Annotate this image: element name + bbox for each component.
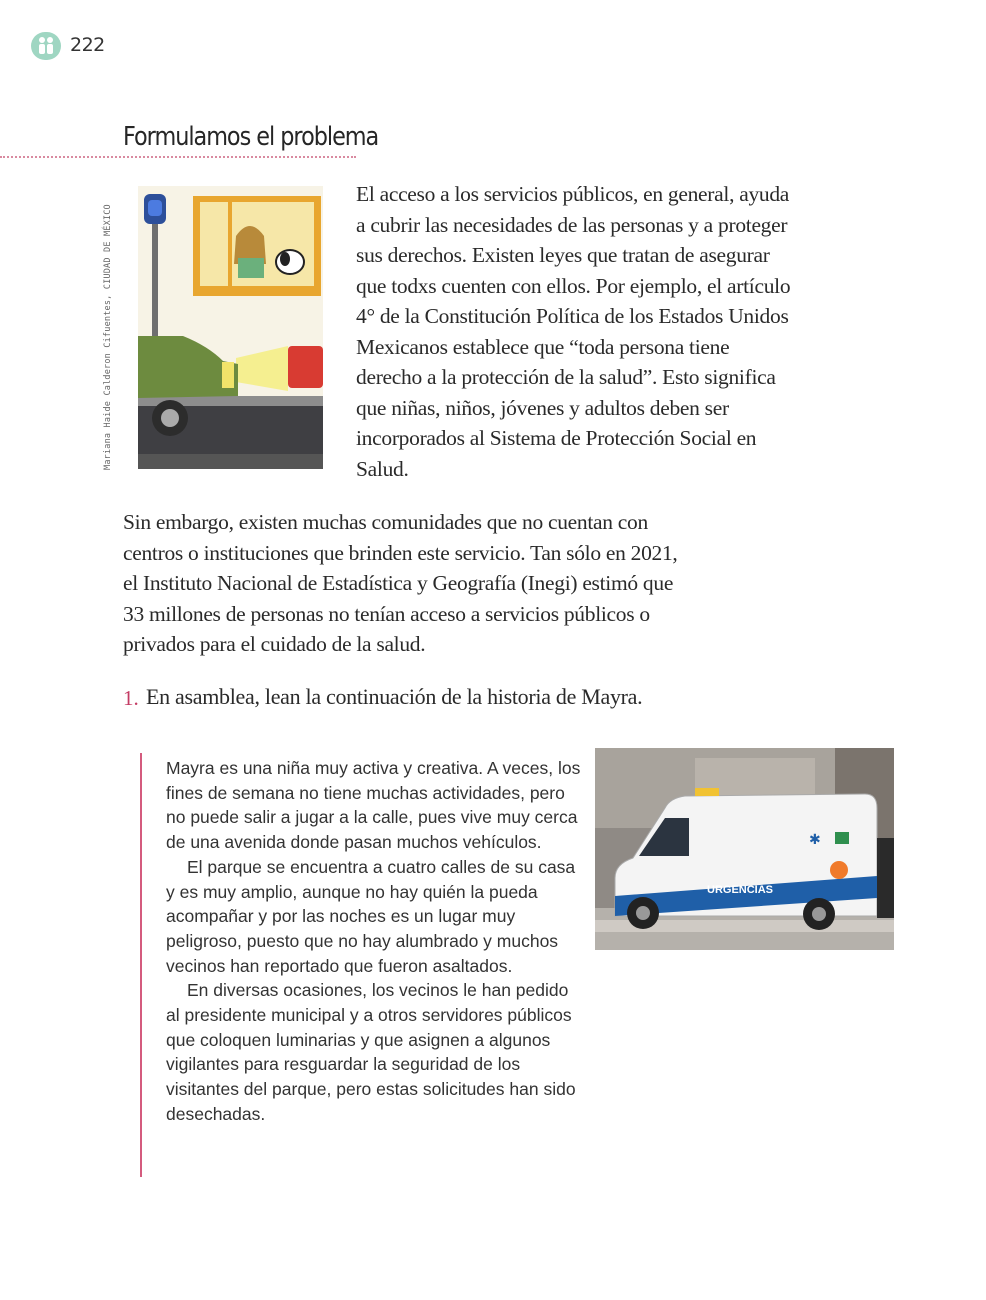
story-block <box>166 756 586 1127</box>
activity-number: 1. <box>123 686 139 710</box>
book-logo-icon <box>31 32 61 60</box>
context-paragraph: Sin embargo, existen muchas comunidades que no cuentan con centros o instituciones que brinden este servicio. Tan sólo en 2021, el Instituto Nacional de Estadística y Geografía (Inegi) estimó que 33 millones de personas no tenían acceso a servicios públicos o privados para el cuidado de la salud. <box>123 510 678 656</box>
story-paragraph: En diversas ocasiones, los vecinos le han pedido al presidente municipal y a otros servidores públicos que coloquen luminarias y que asignen a algunos vigilantes para resguardar la seguridad de los visitantes del parque, pero estas solicitudes han sido desechadas. <box>166 980 576 1124</box>
star-of-life-icon: ✱ <box>809 831 821 847</box>
ambulance-label: URGENCIAS <box>707 884 774 896</box>
illustration-credit: Mariana Haide Calderon Cifuentes, CIUDAD DE MÉXICO <box>103 204 113 470</box>
ambulance-photo <box>595 748 894 950</box>
street-illustration <box>138 186 323 469</box>
story-accent-bar <box>140 753 142 1177</box>
title-divider <box>0 156 356 158</box>
story-paragraph: Mayra es una niña muy activa y creativa. A veces, los fines de semana no tiene muchas actividades, pero no puede salir a jugar a la calle, pues vive muy cerca de una avenida donde pasan muchos vehículos. <box>166 758 581 853</box>
intro-paragraph: El acceso a los servicios públicos, en general, ayuda a cubrir las necesidades de las personas y a proteger sus derechos. Existen leyes que tratan de asegurar que todxs cuenten con ellos. Por ejemplo, el artículo 4° de la Constitución Política de los Estados Unidos Mexicanos establece que “toda persona tiene derecho a la protección de la salud”. Esto significa que niñas, niños, jóvenes y adultos deben ser incorporados al Sistema de Protección Social en Salud. <box>356 182 791 481</box>
page-number: 222 <box>70 34 105 56</box>
activity-instruction: En asamblea, lean la continuación de la historia de Mayra. <box>146 684 643 709</box>
section-title: Formulamos el problema <box>123 122 379 152</box>
story-paragraph: El parque se encuentra a cuatro calles de su casa y es muy amplio, aunque no hay quién la pueda acompañar y por las noches es un lugar muy peligroso, puesto que no hay alumbrado y muchos vecinos han reportado que fueron asaltados. <box>166 856 576 976</box>
